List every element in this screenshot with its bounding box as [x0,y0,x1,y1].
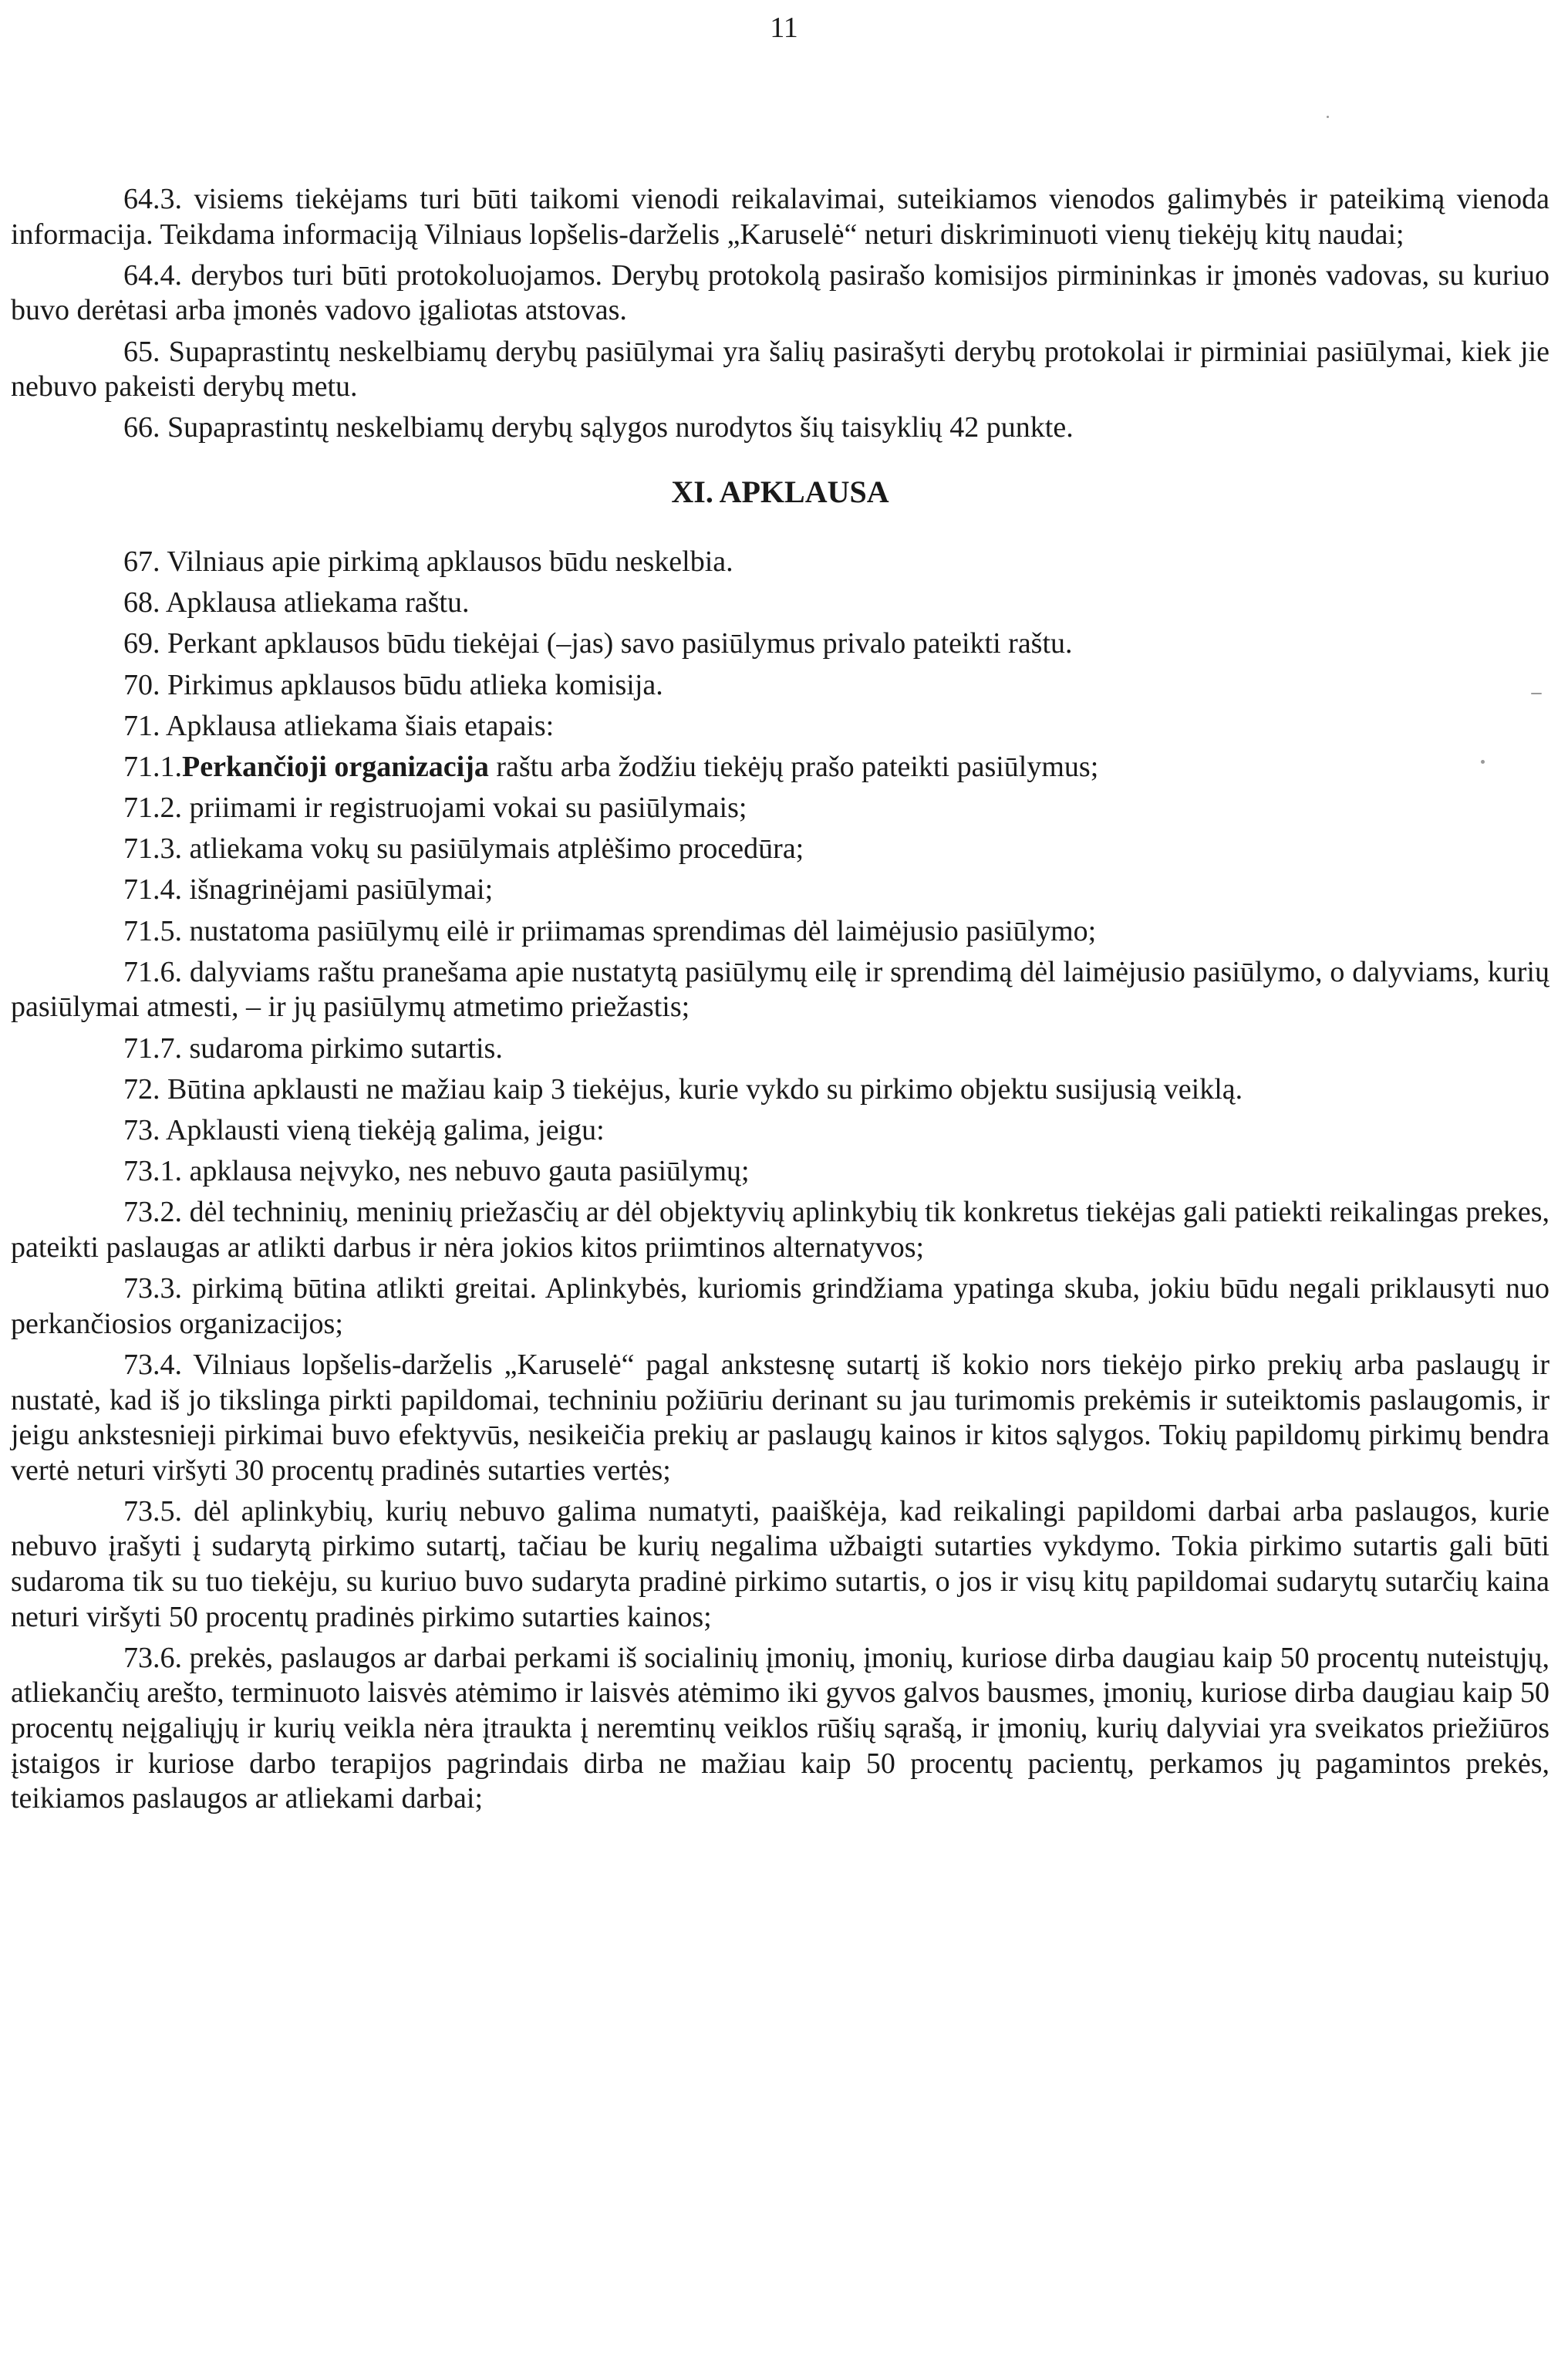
paragraph-73-6: 73.6. prekės, paslaugos ar darbai perkami iš socialinių įmonių, įmonių, kuriose dirba daugiau kaip 50 procentų nuteistųjų, atliekančių arešto, terminuoto laisvės atėmimo ir laisvės atėmimo iki gyvos galvos bausmes, įmonių, kuriose dirba daugiau kaip 50 procentų neįgaliųjų ir kurių veikla nėra įtraukta į neremtinų veiklos rūšių sąrašą, ir įmonių, kurių dalyviai yra sveikatos priežiūros įstaigos ir kuriose darbo terapijos pagrindais dirba ne mažiau kaip 50 procentų pacientų, perkamos jų pagamintos prekės, teikiamos paslaugos ar atliekami darbai; [11,1641,1549,1815]
paragraph-73-4: 73.4. Vilniaus lopšelis-darželis „Karuselė“ pagal ankstesnę sutartį iš kokio nors tiekėjo pirko prekių arba paslaugų ir nustatė, kad iš jo tikslinga pirkti papildomai, techniniu požiūriu derinant su jau turimomis prekėmis ir suteiktomis paslaugomis, ir jeigu ankstesnieji pirkimai buvo efektyvūs, nesikeičia prekių ar paslaugų kainos ir kitos sąlygos. Tokių papildomų pirkimų bendra vertė neturi viršyti 30 procentų pradinės sutarties vertės; [11,1348,1549,1487]
paragraph-65: 65. Supaprastintų neskelbiamų derybų pasiūlymai yra šalių pasirašyti derybų protokolai ir pirminiai pasiūlymai, kiek jie nebuvo pakeisti derybų metu. [11,335,1549,403]
scan-speck [1531,693,1542,694]
paragraph-67: 67. Vilniaus apie pirkimą apklausos būdu neskelbia. [123,545,733,578]
paragraph-73-1: 73.1. apklausa neįvyko, nes nebuvo gauta pasiūlymų; [123,1155,750,1188]
page-number: 11 [770,12,798,44]
paragraph-73-3: 73.3. pirkimą būtina atlikti greitai. Aplinkybės, kuriomis grindžiama ypatinga skuba, jokiu būdu negali priklausyti nuo perkančiosios organizacijos; [11,1272,1549,1340]
paragraph-64-4: 64.4. derybos turi būti protokoluojamos. Derybų protokolą pasirašo komisijos pirmininkas ir įmonės vadovas, su kuriuo buvo derėtasi arba įmonės vadovo įgaliotas atstovas. [11,258,1549,327]
paragraph-71-7: 71.7. sudaroma pirkimo sutartis. [123,1031,503,1065]
paragraph-71-3: 71.3. atliekama vokų su pasiūlymais atplėšimo procedūra; [123,832,804,866]
item-bold-lead: Perkančioji organizacija [182,750,489,783]
paragraph-71-4: 71.4. išnagrinėjami pasiūlymai; [123,873,494,906]
paragraph-68: 68. Apklausa atliekama raštu. [123,586,470,620]
paragraph-70: 70. Pirkimus apklausos būdu atlieka komisija. [123,668,663,701]
paragraph-73: 73. Apklausti vieną tiekėją galima, jeigu: [123,1113,605,1146]
section-heading: XI. APKLAUSA [671,474,889,509]
paragraph-73-2: 73.2. dėl techninių, meninių priežasčių ar dėl objektyvių aplinkybių tik konkretus tiekėjas gali patiekti reikalingas prekes, pateikti paslaugas ar atlikti darbus ir nėra jokios kitos priimtinos alternatyvos; [11,1196,1549,1264]
paragraph-71-2: 71.2. priimami ir registruojami vokai su pasiūlymais; [123,792,747,825]
item-rest: raštu arba žodžiu tiekėjų prašo pateikti pasiūlymus; [488,750,1099,783]
item-number: 71.1. [123,750,182,783]
paragraph-73-5: 73.5. dėl aplinkybių, kurių nebuvo galima numatyti, paaiškėja, kad reikalingi papildomi darbai arba paslaugos, kurie nebuvo įrašyti į sudarytą pirkimo sutartį, tačiau be kurių negalima užbaigti sutarties vykdymo. Tokia pirkimo sutartis gali būti sudaroma tik su tuo tiekėju, su kuriuo buvo sudaryta pradinė pirkimo sutartis, o jos ir visų kitų papildomai sudarytų sutarčių kaina neturi viršyti 50 procentų pradinės pirkimo sutarties kainos; [11,1494,1549,1633]
paragraph-69: 69. Perkant apklausos būdu tiekėjai (–jas) savo pasiūlymus privalo pateikti raštu. [123,627,1073,660]
paragraph-71-1 [11,750,1549,785]
paragraph-71: 71. Apklausa atliekama šiais etapais: [123,709,555,742]
body-text [11,182,1549,1822]
paragraph-71-5: 71.5. nustatoma pasiūlymų eilė ir priimamas sprendimas dėl laimėjusio pasiūlymo; [123,914,1097,947]
paragraph-66: 66. Supaprastintų neskelbiamų derybų sąlygos nurodytos šių taisyklių 42 punkte. [123,411,1074,444]
scan-speck [1481,760,1485,764]
scan-speck [1327,116,1329,118]
paragraph-71-6: 71.6. dalyviams raštu pranešama apie nustatytą pasiūlymų eilę ir sprendimą dėl laimėjusio pasiūlymo, o dalyviams, kurių pasiūlymai atmesti, – ir jų pasiūlymų atmetimo priežastis; [11,955,1549,1024]
paragraph-72: 72. Būtina apklausti ne mažiau kaip 3 tiekėjus, kurie vykdo su pirkimo objektu susijusią veiklą. [123,1072,1243,1106]
paragraph-64-3: 64.3. visiems tiekėjams turi būti taikomi vienodi reikalavimai, suteikiamos vienodos galimybės ir pateikimą vienoda informacija. Teikdama informaciją Vilniaus lopšelis-darželis „Karuselė“ neturi diskriminuoti vienų tiekėjų kitų naudai; [11,183,1549,251]
